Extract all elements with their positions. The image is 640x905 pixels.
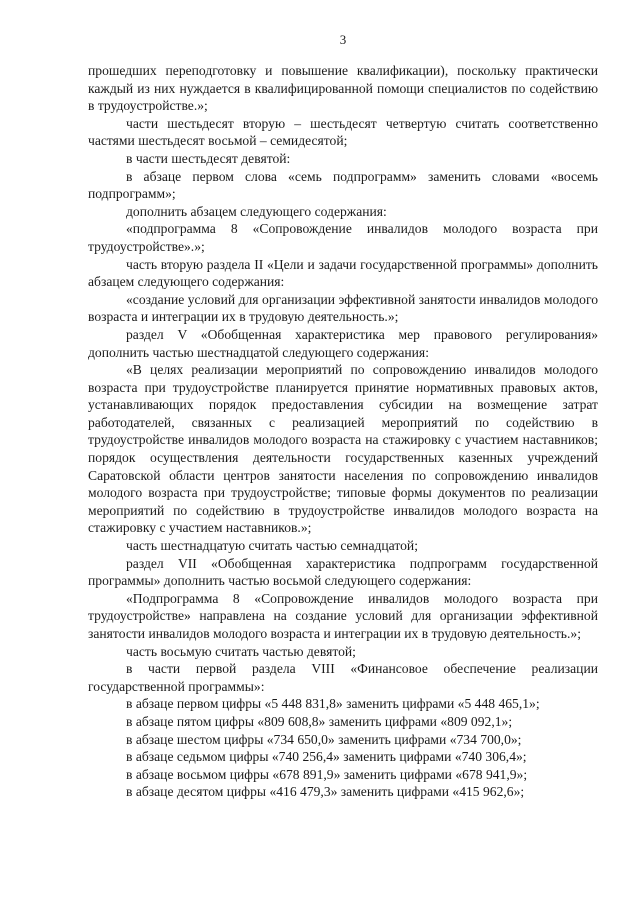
paragraph: прошедших переподготовку и повышение квалификации), поскольку практически каждый из них нуждается в квалифицированной помощи специалистов по содействию в трудоустройстве.»; [88,63,598,114]
paragraph: части шестьдесят вторую – шестьдесят четвертую считать соответственно частями шестьдесят восьмой – семидесятой; [88,115,598,149]
paragraph: часть восьмую считать частью девятой; [126,643,356,659]
paragraph: в абзаце седьмом цифры «740 256,4» заменить цифрами «740 306,4»; [126,749,527,765]
paragraph: «В целях реализации мероприятий по сопровождению инвалидов молодого возраста при трудоустройстве планируется принятие нормативных правовых актов, устанавливающих порядок предоставления субсидии на возмещение затрат работодателей, связанных с реализацией мероприятий по содействию в трудоустройстве инвалидов молодого возраста на стажировку с участием наставников; порядок осуществления деятельности государственных казенных учреждений Саратовской области центров занятости населения по сопровождению инвалидов молодого возраста при трудоустройстве; типовые формы документов по реализации мероприятий по содействию в трудоустройстве инвалидов молодого возраста на стажировку с участием наставников.»; [88,362,598,536]
paragraph: «Подпрограмма 8 «Сопровождение инвалидов молодого возраста при трудоустройстве» направлена на создание условий для организации эффективной занятости инвалидов молодого возраста и интеграции их в трудовую деятельность.»; [88,590,598,641]
paragraph: часть шестнадцатую считать частью семнадцатой; [126,538,418,554]
paragraph: дополнить абзацем следующего содержания: [126,203,387,219]
paragraph: в абзаце десятом цифры «416 479,3» заменить цифрами «415 962,6»; [126,784,525,800]
paragraph: в абзаце первом слова «семь подпрограмм» заменить словами «восемь подпрограмм»; [88,168,598,202]
paragraph: «подпрограмма 8 «Сопровождение инвалидов молодого возраста при трудоустройстве».»; [88,221,598,254]
page-number: 3 [339,32,347,47]
paragraph: в части первой раздела VIII «Финансовое обеспечение реализации государственной программы»: [88,661,598,694]
document-body [88,62,598,801]
paragraph: раздел V «Обобщенная характеристика мер правового регулирования» дополнить частью шестнадцатой следующего содержания: [88,326,598,360]
paragraph: «создание условий для организации эффективной занятости инвалидов молодого возраста и интеграции их в трудовую деятельность.»; [88,291,598,325]
paragraph: в абзаце восьмом цифры «678 891,9» заменить цифрами «678 941,9»; [126,766,528,782]
paragraph: в абзаце пятом цифры «809 608,8» заменить цифрами «809 092,1»; [126,713,513,729]
paragraph: раздел VII «Обобщенная характеристика подпрограмм государственной программы» дополнить частью восьмой следующего содержания: [88,555,598,589]
paragraph: в части шестьдесят девятой: [126,150,291,166]
paragraph: часть вторую раздела II «Цели и задачи государственной программы» дополнить абзацем следующего содержания: [88,256,598,290]
paragraph: в абзаце шестом цифры «734 650,0» заменить цифрами «734 700,0»; [126,731,522,747]
paragraph: в абзаце первом цифры «5 448 831,8» заменить цифрами «5 448 465,1»; [126,696,540,712]
